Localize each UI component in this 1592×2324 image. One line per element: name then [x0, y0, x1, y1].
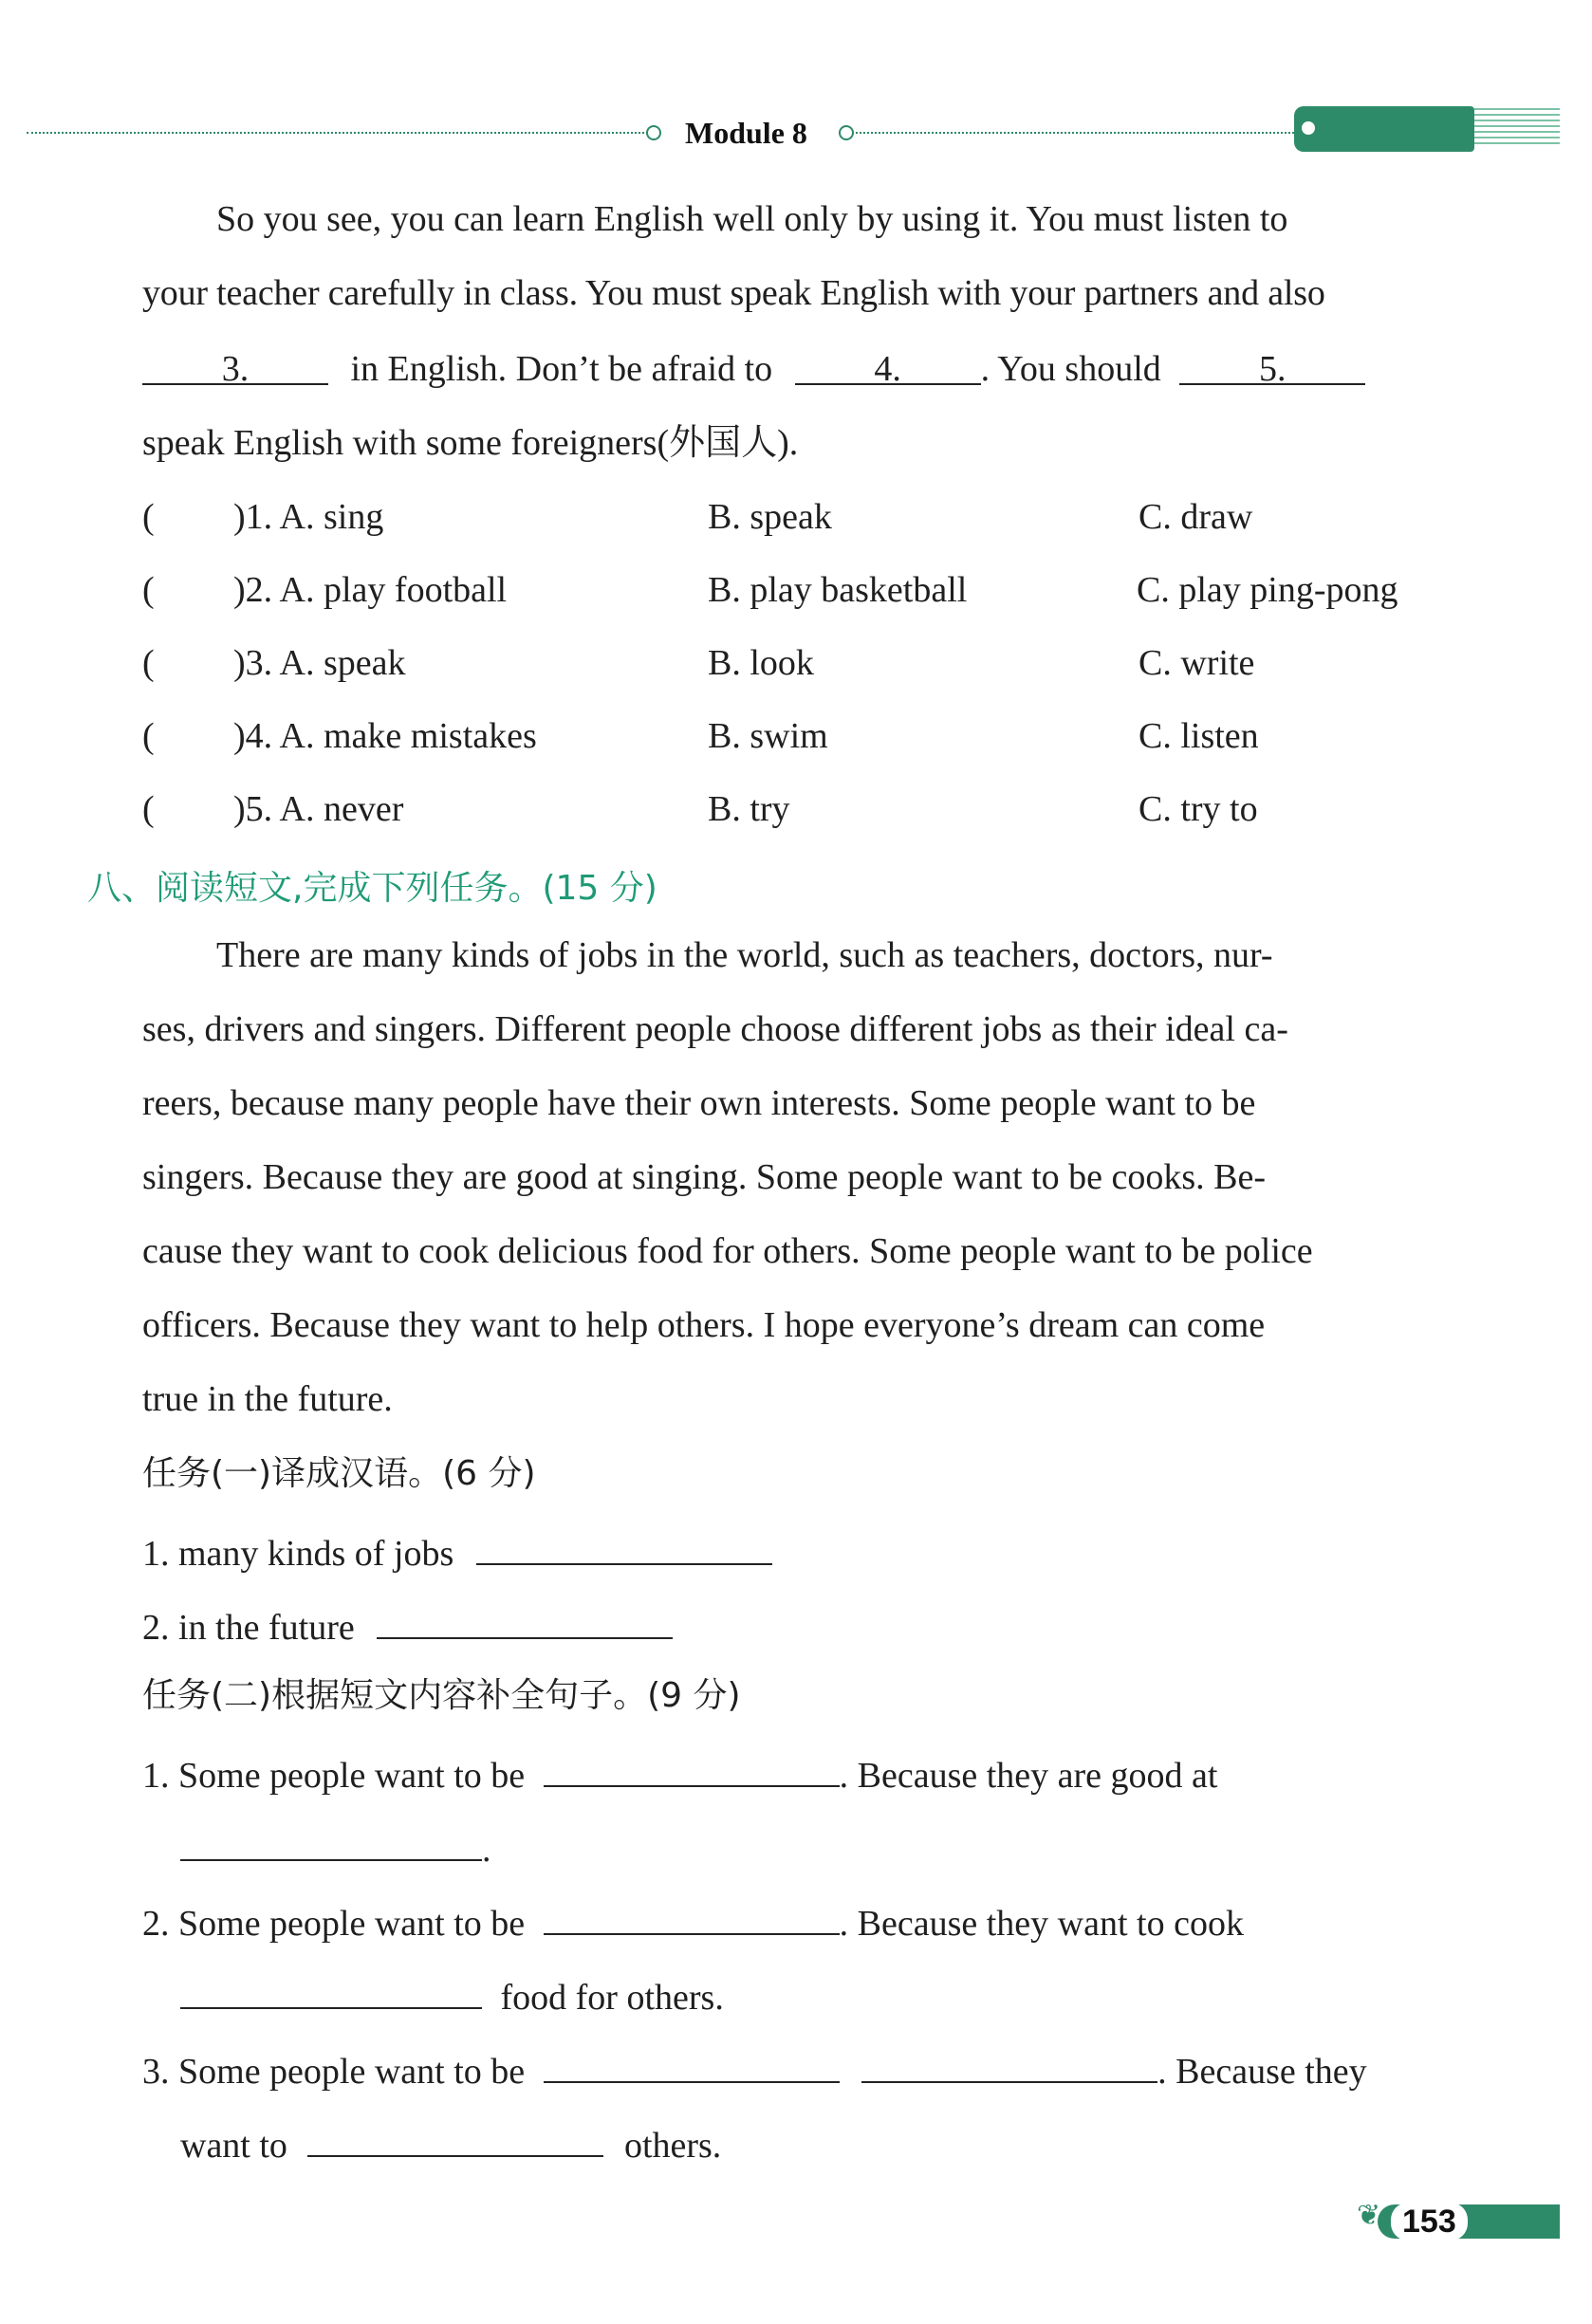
task2-q1-cont — [180, 1827, 491, 1868]
task2-q3-blank2[interactable] — [861, 2049, 1157, 2083]
choice-option-b: B. try — [708, 789, 790, 829]
blank-5[interactable]: 5. — [1179, 351, 1365, 385]
choice-option-b: B. play basketball — [708, 570, 968, 610]
passage2-line: ses, drivers and singers. Different people choose different jobs as their ideal ca- — [142, 1009, 1288, 1049]
task2-title: 任务(二)根据短文内容补全句子。(9 分) — [142, 1676, 741, 1715]
passage1-line3 — [142, 351, 1365, 387]
task2-q2-blank1[interactable] — [544, 1901, 840, 1935]
choice-option-c: C. try to — [1138, 789, 1258, 829]
blank-3[interactable]: 3. — [142, 351, 328, 385]
choice-option-a: )1. A. sing — [233, 497, 384, 537]
blank-4[interactable]: 4. — [795, 351, 981, 385]
choice-option-a: )3. A. speak — [233, 643, 406, 683]
task2-q3-text2: . Because they — [1157, 2052, 1367, 2092]
header-rule-right — [852, 132, 1298, 134]
task2-q1-period: . — [482, 1830, 491, 1870]
choice-option-a: )4. A. make mistakes — [233, 716, 537, 756]
choice-paren[interactable]: ( — [142, 570, 155, 610]
task2-q2-text: 2. Some people want to be — [142, 1904, 526, 1944]
choice-paren[interactable]: ( — [142, 497, 155, 537]
task1-q1-answer[interactable] — [476, 1531, 772, 1565]
task2-q1-blank1[interactable] — [544, 1753, 840, 1787]
passage1-mid2: . You should — [980, 349, 1161, 389]
choice-option-c: C. write — [1138, 643, 1255, 683]
passage1-line4: speak English with some foreigners(外国人). — [142, 423, 799, 463]
module-title: Module 8 — [685, 116, 807, 150]
task2-q1-text2: . Because they are good at — [839, 1756, 1218, 1796]
task2-q1-blank2[interactable] — [180, 1827, 482, 1861]
header-ring-left — [646, 125, 661, 140]
task2-q1 — [142, 1753, 1217, 1794]
choice-option-a: )5. A. never — [233, 789, 404, 829]
task2-q3-text4: others. — [623, 2126, 722, 2166]
choice-option-c: C. play ping-pong — [1137, 570, 1398, 610]
choice-paren[interactable]: ( — [142, 716, 155, 756]
page-number: 153 — [1391, 2203, 1468, 2241]
task1-q1 — [142, 1531, 772, 1572]
header-stripes — [1474, 108, 1560, 148]
task2-q2-blank2[interactable] — [180, 1975, 482, 2009]
passage2-line: There are many kinds of jobs in the world, such as teachers, doctors, nur- — [216, 935, 1273, 975]
header-tab-dot-icon — [1302, 121, 1315, 135]
task2-q2-cont — [180, 1975, 724, 2016]
task2-q3-text3: want to — [180, 2126, 287, 2166]
task2-q3-text: 3. Some people want to be — [142, 2052, 526, 2092]
task2-q2-text2: . Because they want to cook — [839, 1904, 1244, 1944]
task2-q3-blank1[interactable] — [544, 2049, 840, 2083]
task1-q2-text: 2. in the future — [142, 1608, 355, 1648]
choice-option-c: C. draw — [1138, 497, 1253, 537]
passage2-line: officers. Because they want to help others. I hope everyone’s dream can come — [142, 1305, 1266, 1345]
task2-q1-text: 1. Some people want to be — [142, 1756, 526, 1796]
passage1-line1: So you see, you can learn English well only by using it. You must listen to — [216, 199, 1288, 239]
task1-q2 — [142, 1605, 673, 1646]
passage2-line: singers. Because they are good at singing. Some people want to be cooks. Be- — [142, 1157, 1267, 1197]
passage1-mid1: in English. Don’t be afraid to — [350, 349, 773, 389]
section-title: 八、阅读短文,完成下列任务。(15 分) — [87, 869, 657, 908]
passage2-line: true in the future. — [142, 1379, 393, 1419]
passage2-line: reers, because many people have their own interests. Some people want to be — [142, 1083, 1256, 1123]
task1-q2-answer[interactable] — [377, 1605, 673, 1639]
choice-option-b: B. swim — [708, 716, 828, 756]
task1-q1-text: 1. many kinds of jobs — [142, 1534, 454, 1574]
task2-q3 — [142, 2049, 1367, 2090]
choice-option-b: B. look — [708, 643, 814, 683]
header-tab — [1294, 106, 1474, 152]
leaf-icon: ❦ — [1357, 2200, 1381, 2231]
task2-q3-blank3[interactable] — [307, 2123, 603, 2157]
task1-title: 任务(一)译成汉语。(6 分) — [142, 1454, 536, 1493]
choice-option-c: C. listen — [1138, 716, 1259, 756]
task2-q3-cont — [180, 2123, 721, 2164]
choice-paren[interactable]: ( — [142, 643, 155, 683]
header-rule-left — [27, 132, 648, 134]
choice-paren[interactable]: ( — [142, 789, 155, 829]
passage2-line: cause they want to cook delicious food for others. Some people want to be police — [142, 1231, 1313, 1271]
task2-q2 — [142, 1901, 1244, 1942]
passage1-line2: your teacher carefully in class. You must speak English with your partners and also — [142, 273, 1325, 313]
choice-option-a: )2. A. play football — [233, 570, 508, 610]
choice-option-b: B. speak — [708, 497, 832, 537]
task2-q2-text3: food for others. — [500, 1978, 724, 2018]
